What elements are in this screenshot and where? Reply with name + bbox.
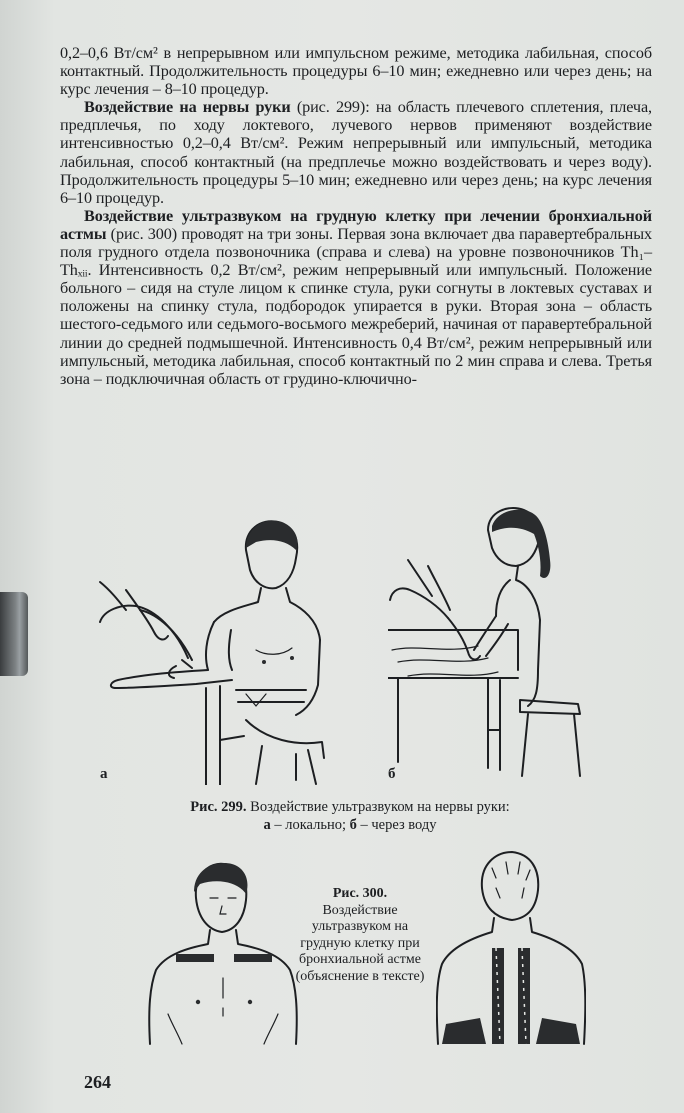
figure-299-caption-b-text: – через воду xyxy=(356,817,437,833)
figure-299-caption xyxy=(100,798,600,834)
figure-300-caption-text: Воздействие ультразвуком на грудную клетку при бронхиальной астме (объяснение в тексте) xyxy=(295,902,425,984)
figure-300-front-illustration xyxy=(148,858,298,1048)
figure-299-caption-text: Воздействие ультразвуком на нервы руки: xyxy=(246,799,510,815)
figure-300-back-illustration xyxy=(436,848,586,1048)
figure-299b-illustration xyxy=(388,500,588,780)
page-clip xyxy=(0,592,28,676)
paragraph-2 xyxy=(60,98,652,207)
paragraph-3 xyxy=(60,207,652,388)
figure-300-caption xyxy=(292,886,428,985)
figure-299a-illustration xyxy=(96,510,336,785)
body-text xyxy=(60,44,652,388)
figure-299a-label: а xyxy=(100,766,108,782)
paragraph-2-heading: Воздействие на нервы руки xyxy=(84,98,291,117)
paragraph-2-text: (рис. 299): на область плечевого сплетения, плеча, предплечья, по ходу локтевого, лучевого нервов применяют воздействие интенсивностью 0,2–0,4 Вт/см². Режим непрерывный или импульсный, методика лабильная, способ контактный (на предплечье можно воздействовать и через воду). Продолжительность процедуры 5–10 мин; ежедневно или через день; на курс лечения 6–10 процедур. xyxy=(60,98,652,207)
figure-299b-label: б xyxy=(388,766,396,782)
paragraph-3-heading: Воздействие ультразвуком на грудную клетку при лечении бронхиальной астмы xyxy=(60,206,652,243)
figure-299-caption-a-text: – локально; xyxy=(270,817,350,833)
figure-299-caption-b: б xyxy=(349,817,357,833)
paragraph-3-text: (рис. 300) проводят на три зоны. Первая зона включает два паравертебральных поля грудного отдела позвоночника (справа и слева) на уровне позвоночников Th₁–Thₓᵢᵢ. Интенсивность 0,2 Вт/см², режим непрерывный или импульсный. Положение больного – сидя на стуле лицом к спинке стула, руки согнуты в локтевых суставах и положены на спинку стула, подбородок упирается в руки. Вторая зона – область шестого-седьмого или седьмого-восьмого межреберий, начиная от паравертебральной линии до средней подмышечной. Интенсивность 0,4 Вт/см², режим непрерывный или импульсный, методика лабильная, способ контактный по 2 мин справа и слева. Третья зона – подключичная область от грудино-ключично- xyxy=(60,224,652,388)
page-number: 264 xyxy=(84,1072,111,1092)
figure-300-caption-number: Рис. 300. xyxy=(332,886,388,901)
figure-299-caption-a: а xyxy=(263,817,271,833)
paragraph-1: 0,2–0,6 Вт/см² в непрерывном или импульсном режиме, методика лабильная, способ контактный. Продолжительность процедуры 6–10 мин; ежедневно или через день; на курс лечения – 8–10 процедур. xyxy=(60,44,652,99)
figure-299-caption-number: Рис. 299. xyxy=(190,799,247,815)
